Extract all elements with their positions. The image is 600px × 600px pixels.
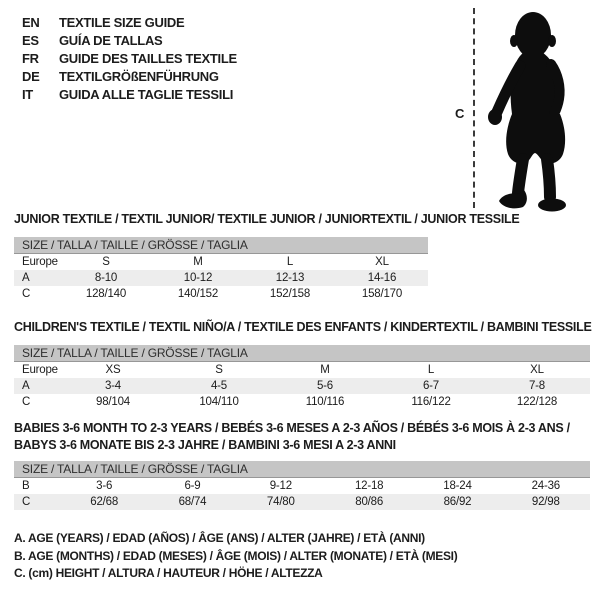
- row-label: C: [22, 288, 31, 300]
- table-row: [14, 362, 590, 378]
- language-code: FR: [22, 50, 39, 66]
- table-cell: 116/122: [411, 396, 451, 408]
- junior-table-title: JUNIOR TEXTILE / TEXTIL JUNIOR/ TEXTILE JUNIOR / JUNIORTEXTIL / JUNIOR TESSILE: [14, 212, 520, 226]
- language-list: [22, 13, 237, 103]
- table-row: [14, 254, 428, 270]
- table-cell: 80/86: [355, 496, 384, 508]
- size-header-bar: SIZE / TALLA / TAILLE / GRÖSSE / TAGLIA: [14, 237, 428, 254]
- language-code: IT: [22, 86, 33, 102]
- table-cell: 7-8: [528, 380, 546, 392]
- table-cell: 4-5: [210, 380, 228, 392]
- table-cell: 158/170: [361, 288, 403, 300]
- table-cell: 8-10: [94, 272, 118, 284]
- table-cell: M: [193, 256, 203, 268]
- language-code: ES: [22, 32, 39, 48]
- language-title: TEXTILE SIZE GUIDE: [59, 14, 185, 30]
- table-row: [14, 394, 590, 410]
- table-row: [14, 270, 428, 286]
- junior-size-table: [14, 237, 428, 302]
- children-table-title: CHILDREN'S TEXTILE / TEXTIL NIÑO/A / TEXTILE DES ENFANTS / KINDERTEXTIL / BAMBINI TESSILE: [14, 320, 592, 334]
- language-row-fr: [22, 49, 237, 67]
- table-cell: M: [320, 364, 330, 376]
- table-cell: 92/98: [531, 496, 560, 508]
- table-cell: 152/158: [269, 288, 311, 300]
- row-label: C: [22, 396, 31, 408]
- table-cell: S: [215, 364, 223, 376]
- note-age-months: B. AGE (MONTHS) / EDAD (MESES) / ÂGE (MOIS) / ALTER (MONATE) / ETÀ (MESI): [14, 548, 458, 563]
- children-size-table: [14, 345, 590, 410]
- table-cell: 6-7: [422, 380, 440, 392]
- language-title: GUIDE DES TAILLES TEXTILE: [59, 50, 237, 66]
- table-row: [14, 478, 590, 494]
- row-label: Europe: [22, 364, 58, 376]
- language-code: DE: [22, 68, 40, 84]
- table-cell: S: [102, 256, 110, 268]
- size-header-bar: SIZE / TALLA / TAILLE / GRÖSSE / TAGLIA: [14, 345, 590, 362]
- table-cell: XL: [530, 364, 544, 376]
- note-height-cm: C. (cm) HEIGHT / ALTURA / HAUTEUR / HÖHE / ALTEZZA: [14, 566, 323, 580]
- table-cell: 5-6: [316, 380, 334, 392]
- table-cell: XL: [375, 256, 389, 268]
- table-cell: 68/74: [178, 496, 207, 508]
- language-title: GUIDA ALLE TAGLIE TESSILI: [59, 86, 234, 102]
- table-cell: 24-36: [531, 480, 561, 492]
- language-title: GUÍA DE TALLAS: [59, 32, 163, 48]
- table-cell: 86/92: [443, 496, 472, 508]
- table-cell: 12-13: [275, 272, 305, 284]
- language-row-it: [22, 85, 237, 103]
- table-cell: 74/80: [266, 496, 295, 508]
- height-measure-label: C: [455, 106, 465, 121]
- table-cell: 98/104: [96, 396, 130, 408]
- babies-table-title-line1: BABIES 3-6 MONTH TO 2-3 YEARS / BEBÉS 3-6 MESES A 2-3 AÑOS / BÉBÉS 3-6 MOIS À 2-3 ANS /: [14, 421, 570, 435]
- note-age-years: A. AGE (YEARS) / EDAD (AÑOS) / ÂGE (ANS) / ALTER (JAHRE) / ETÀ (ANNI): [14, 531, 425, 545]
- language-title: TEXTILGRÖßENFÜHRUNG: [59, 68, 219, 84]
- legend-notes: [14, 530, 457, 583]
- language-code: EN: [22, 14, 40, 30]
- language-row-en: [22, 13, 237, 31]
- junior-table-section: [14, 211, 520, 302]
- babies-table-section: [14, 420, 590, 510]
- table-cell: 122/128: [516, 396, 558, 408]
- table-cell: 12-18: [354, 480, 384, 492]
- table-cell: 62/68: [90, 496, 119, 508]
- babies-table-title-line2: BABYS 3-6 MONATE BIS 2-3 JAHRE / BAMBINI 3-6 MESI A 2-3 ANNI: [14, 438, 396, 452]
- table-cell: L: [286, 256, 294, 268]
- table-row: [14, 378, 590, 394]
- table-cell: 3-4: [104, 380, 122, 392]
- row-label: A: [22, 272, 30, 284]
- row-label: B: [22, 480, 30, 492]
- table-cell: 9-12: [269, 480, 292, 492]
- table-cell: XS: [105, 364, 121, 376]
- table-row: [14, 286, 428, 302]
- children-table-section: [14, 319, 590, 410]
- row-label: C: [22, 496, 31, 508]
- table-cell: 6-9: [184, 480, 201, 492]
- table-cell: 3-6: [96, 480, 113, 492]
- table-cell: 140/152: [177, 288, 219, 300]
- language-row-es: [22, 31, 237, 49]
- table-cell: 14-16: [367, 272, 397, 284]
- table-cell: 110/116: [305, 396, 345, 408]
- row-label: A: [22, 380, 30, 392]
- babies-size-table: [14, 461, 590, 510]
- table-cell: 18-24: [443, 480, 472, 492]
- row-label: Europe: [22, 256, 58, 268]
- table-cell: 128/140: [85, 288, 127, 300]
- table-cell: L: [427, 364, 435, 376]
- height-measure-line: [473, 8, 475, 208]
- size-header-bar: SIZE / TALLA / TAILLE / GRÖSSE / TAGLIA: [14, 461, 590, 478]
- baby-silhouette-icon: [484, 4, 600, 216]
- table-cell: 104/110: [199, 396, 239, 408]
- language-row-de: [22, 67, 237, 85]
- table-row: [14, 494, 590, 510]
- table-cell: 10-12: [183, 272, 213, 284]
